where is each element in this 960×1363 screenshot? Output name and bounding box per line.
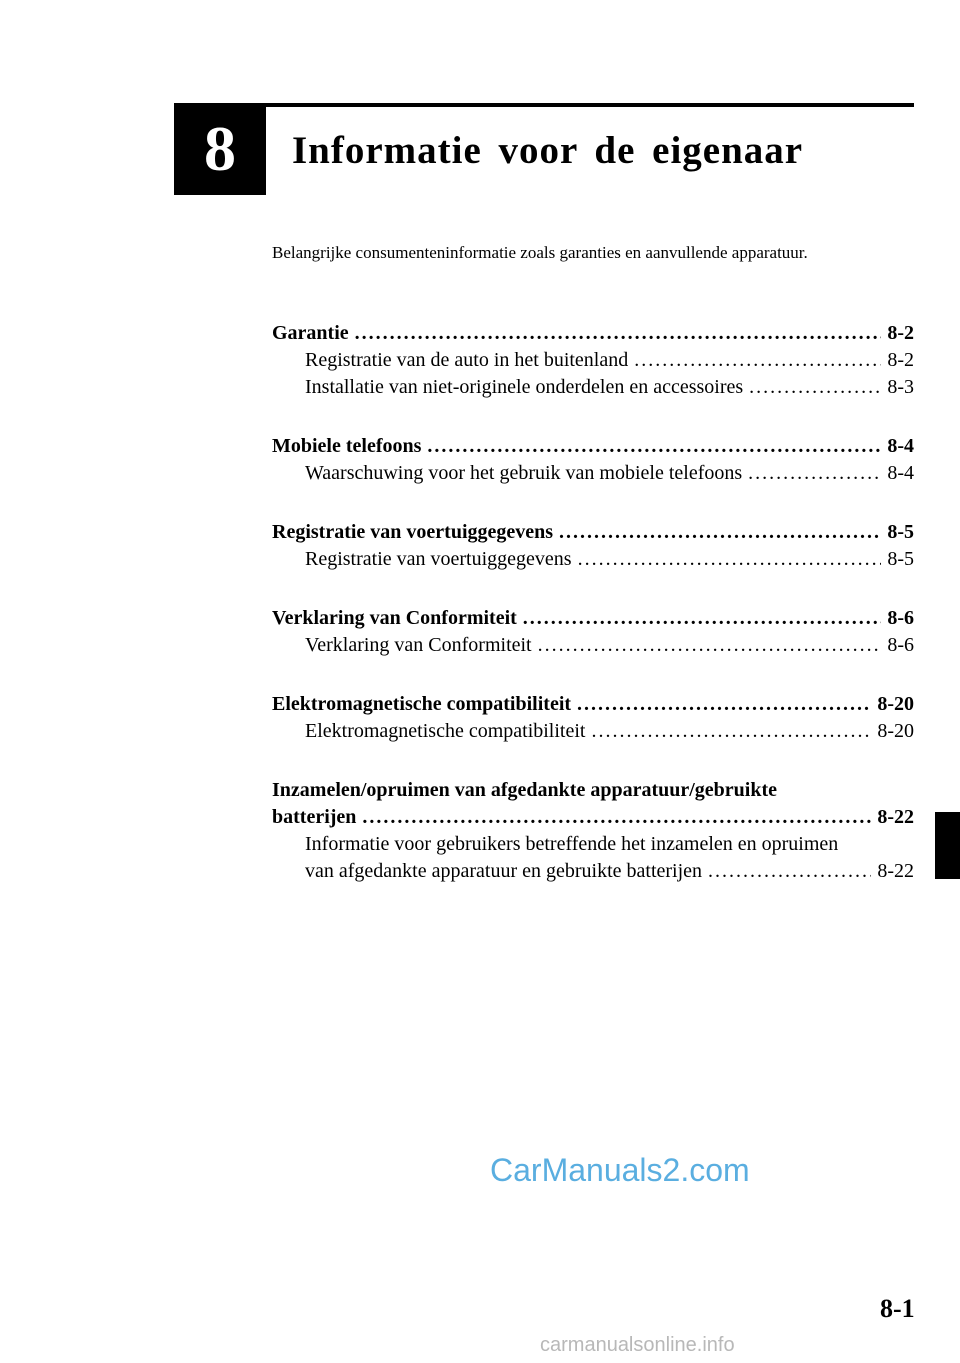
- dot-leader: [577, 691, 871, 718]
- dot-leader: [708, 858, 871, 885]
- chapter-number: 8: [204, 113, 236, 184]
- toc-title: Elektromagnetische compatibiliteit: [305, 720, 586, 742]
- toc-title: Elektromagnetische compatibiliteit: [272, 693, 572, 715]
- toc-subentry[interactable]: [272, 718, 914, 745]
- toc-page: 8-6: [887, 607, 914, 629]
- toc-title: Verklaring van Conformiteit: [305, 634, 532, 656]
- toc-section-voertuiggegevens: [272, 519, 914, 573]
- toc-title: Garantie: [272, 322, 349, 344]
- dot-leader: [749, 374, 881, 401]
- dot-leader: [591, 718, 871, 745]
- watermark-logo: CarManuals2.com: [490, 1152, 750, 1188]
- dot-leader: [355, 320, 882, 347]
- toc-entry[interactable]: [272, 519, 914, 546]
- dot-leader: [559, 519, 881, 546]
- toc-subentry[interactable]: [272, 460, 914, 487]
- toc-subentry[interactable]: [272, 632, 914, 659]
- table-of-contents: [272, 320, 914, 917]
- toc-title: Mobiele telefoons: [272, 435, 422, 457]
- toc-entry[interactable]: [272, 605, 914, 632]
- toc-subentry[interactable]: [272, 546, 914, 573]
- dot-leader: [362, 804, 871, 831]
- toc-title: Registratie van voertuiggegevens: [272, 521, 554, 543]
- toc-entry[interactable]: [272, 320, 914, 347]
- toc-title: Installatie van niet-originele onderdelen en accessoires: [305, 376, 744, 398]
- toc-title: Registratie van voertuiggegevens: [305, 548, 572, 570]
- toc-title: Registratie van de auto in het buitenland: [305, 349, 629, 371]
- toc-page: 8-20: [877, 693, 914, 715]
- toc-entry[interactable]: [272, 804, 914, 831]
- toc-title: van afgedankte apparatuur en gebruikte batterijen: [305, 860, 703, 882]
- dot-leader: [634, 347, 881, 374]
- toc-title: batterijen: [272, 806, 357, 828]
- toc-page: 8-20: [877, 720, 914, 742]
- toc-title-line[interactable]: Informatie voor gebruikers betreffende het inzamelen en opruimen: [305, 833, 839, 855]
- toc-page: 8-4: [887, 435, 914, 457]
- toc-section-emc: [272, 691, 914, 745]
- toc-subentry[interactable]: [272, 374, 914, 401]
- dot-leader: [748, 460, 881, 487]
- toc-page: 8-22: [877, 806, 914, 828]
- toc-page: 8-2: [887, 322, 914, 344]
- toc-section-inzamelen: [272, 777, 914, 885]
- toc-subentry[interactable]: [272, 347, 914, 374]
- toc-page: 8-22: [877, 860, 914, 882]
- toc-section-conformiteit: [272, 605, 914, 659]
- toc-page: 8-4: [887, 462, 914, 484]
- toc-title-line[interactable]: Inzamelen/opruimen van afgedankte apparatuur/gebruikte: [272, 779, 778, 801]
- dot-leader: [427, 433, 881, 460]
- chapter-number-box: [174, 103, 266, 195]
- toc-title: Waarschuwing voor het gebruik van mobiele telefoons: [305, 462, 743, 484]
- chapter-title: Informatie voor de eigenaar: [292, 129, 804, 172]
- toc-page: 8-5: [887, 521, 914, 543]
- chapter-rule: [266, 103, 914, 107]
- dot-leader: [538, 632, 882, 659]
- dot-leader: [578, 546, 882, 573]
- chapter-side-tab: [935, 812, 960, 879]
- toc-entry[interactable]: [272, 433, 914, 460]
- toc-page: 8-2: [887, 349, 914, 371]
- toc-title: Verklaring van Conformiteit: [272, 607, 517, 629]
- toc-subentry[interactable]: [272, 858, 914, 885]
- toc-section-garantie: [272, 320, 914, 401]
- footer-watermark: carmanualsonline.info: [540, 1334, 735, 1356]
- toc-section-mobiele-telefoons: [272, 433, 914, 487]
- toc-page: 8-3: [887, 376, 914, 398]
- toc-entry[interactable]: [272, 691, 914, 718]
- toc-page: 8-6: [887, 634, 914, 656]
- page-number: 8-1: [880, 1294, 915, 1323]
- toc-page: 8-5: [887, 548, 914, 570]
- dot-leader: [523, 605, 882, 632]
- chapter-intro: Belangrijke consumenteninformatie zoals garanties en aanvullende apparatuur.: [272, 243, 808, 262]
